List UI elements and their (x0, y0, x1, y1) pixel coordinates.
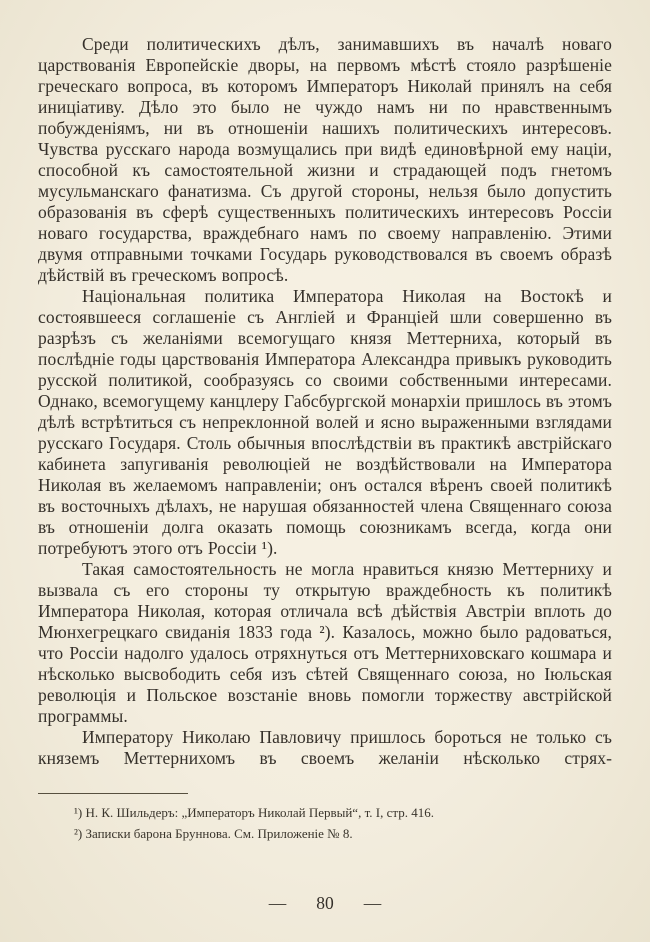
footnotes-block (38, 804, 612, 846)
footnote-divider (38, 793, 188, 794)
page-number (38, 893, 612, 920)
paragraph-1: Среди политическихъ дѣлъ, занимавшихъ въ началѣ новаго царствованія Европейскіе дворы, на первомъ мѣстѣ стояло разрѣшеніе греческаго вопроса, въ которомъ Императоръ Николай принялъ на себя иниціативу. Дѣло это было не чуждо намъ ни по нравственнымъ побужденіямъ, ни въ отношеніи нашихъ политическихъ интересовъ. Чувства русскаго народа возмущались при видѣ единовѣрной ему націи, способной къ самостоятельной жизни и страдающей подъ гнетомъ мусульманскаго фанатизма. Съ другой стороны, нельзя было допустить образованія въ сферѣ существенныхъ политическихъ интересовъ Россіи новаго государства, враждебнаго намъ по своему направленію. Этими двумя отправными точками Государь руководствовался въ своемъ образѣ дѣйствій въ греческомъ вопросѣ. (38, 34, 612, 285)
page-number-dash-right: — (363, 893, 382, 913)
footnote-1: ¹) Н. К. Шильдеръ: „Императоръ Николай Первый“, т. I, стр. 416. (74, 805, 434, 820)
paragraph-2: Національная политика Императора Николая на Востокѣ и состоявшееся соглашеніе съ Англіей и Франціей шли совершенно въ разрѣзъ съ желаніями всемогущаго князя Меттерниха, который въ послѣдніе годы царствованія Императора Александра привыкъ руководить русской политикой, сообразуясь со своими собственными интересами. Однако, всемогущему канцлеру Габсбургской монархіи пришлось въ этомъ дѣлѣ встрѣтиться съ непреклонной волей и ясно выраженными взглядами русскаго Государя. Столь обычныя впослѣдствіи въ практикѣ австрійскаго кабинета запугиванія революціей не воздѣйствовали на Императора Николая въ желаемомъ направленіи; онъ остался вѣренъ своей политикѣ въ восточныхъ дѣлахъ, не нарушая обязанностей члена Священнаго союза въ отношеніи долга оказать помощь союзникамъ всегда, когда они потребуютъ этого отъ Россіи ¹). (38, 286, 612, 558)
footnote-2: ²) Записки барона Бруннова. См. Приложеніе № 8. (74, 826, 353, 841)
page-number-dash-left: — (268, 893, 287, 913)
page-text-block (38, 34, 612, 769)
paragraph-4: Императору Николаю Павловичу пришлось бороться не только съ княземъ Меттернихомъ въ своемъ желаніи нѣсколько стрях- (38, 727, 612, 768)
paragraph-3: Такая самостоятельность не могла нравиться князю Меттерниху и вызвала съ его стороны ту открытую враждебность къ политикѣ Императора Николая, которая отличала всѣ дѣйствія Австріи вплоть до Мюнхегрецкаго свиданія 1833 года ²). Казалось, можно было радоваться, что Россіи надолго удалось отряхнуться отъ Меттерниховскаго кошмара и нѣсколько высвободить себя изъ сѣтей Священнаго союза, но Іюльская революція и Польское возстаніе вновь помогли торжеству австрійской программы. (38, 559, 612, 726)
page-number-value: 80 (316, 893, 334, 913)
